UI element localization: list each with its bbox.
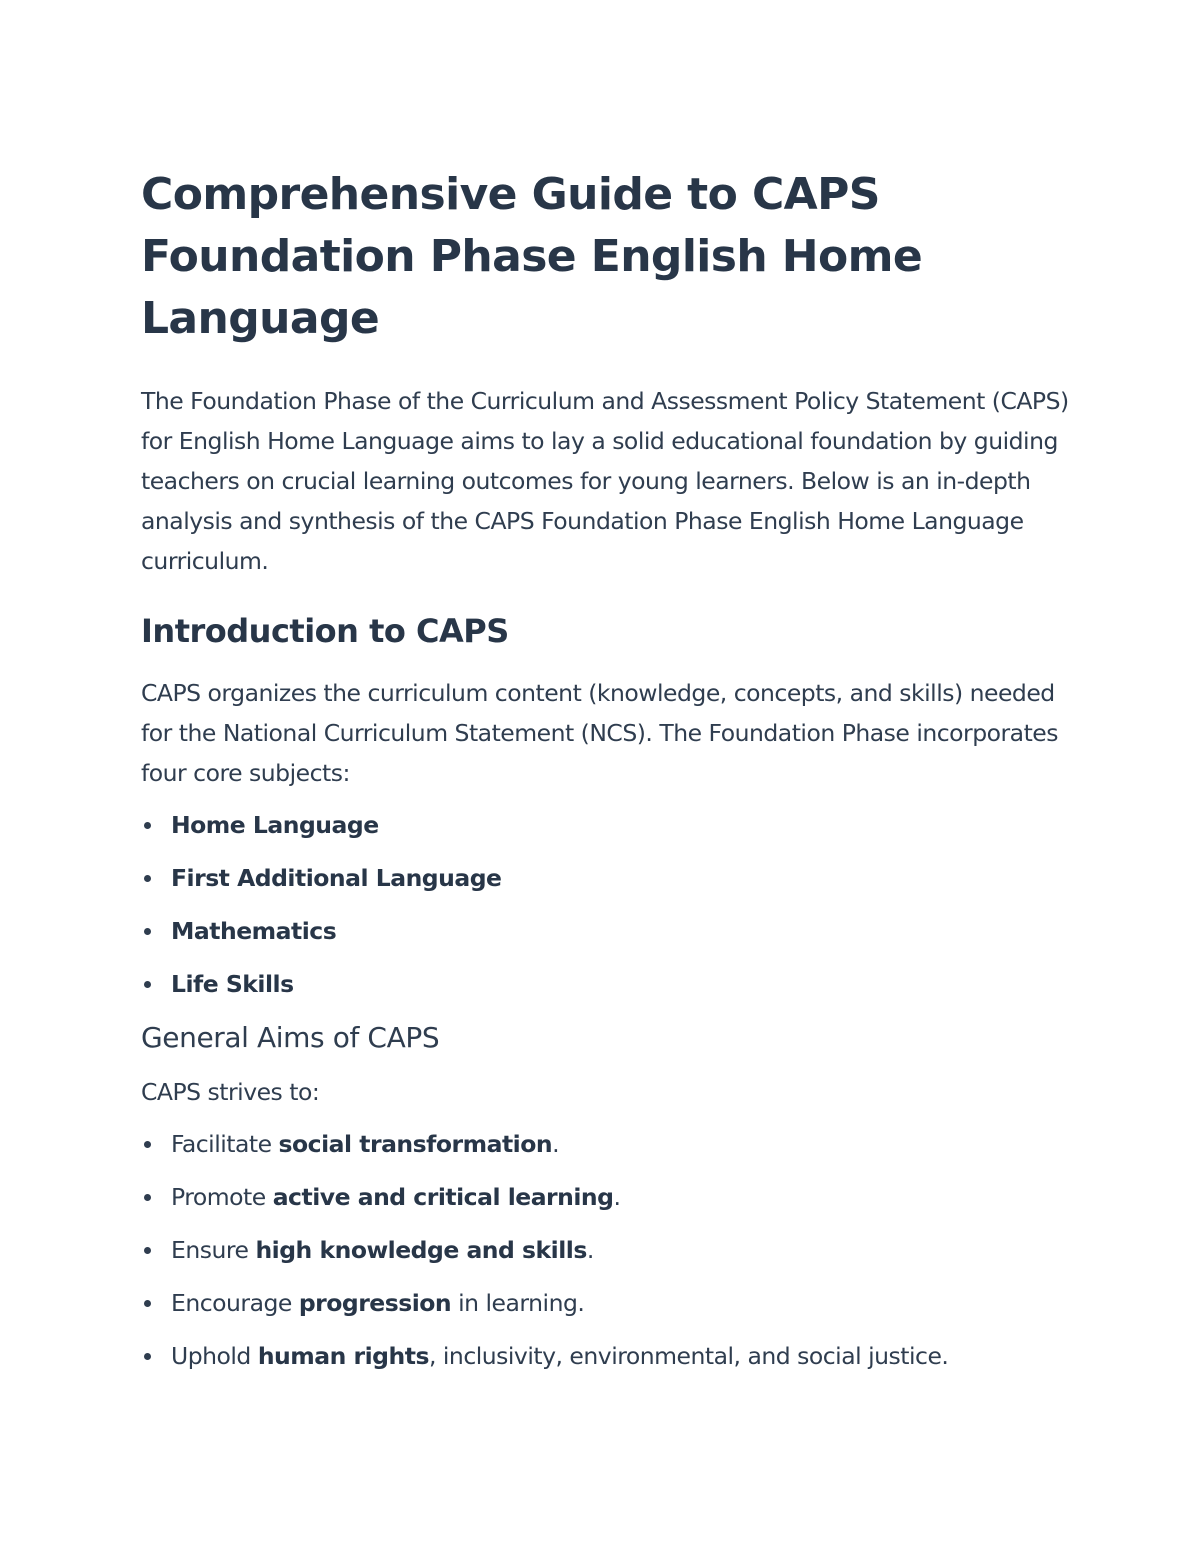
aim-suffix: in learning. [451, 1289, 585, 1317]
subject-label: Home Language [171, 811, 379, 839]
bullet-icon [144, 928, 151, 935]
intro-paragraph: The Foundation Phase of the Curriculum and Assessment Policy Statement (CAPS) for English Home Language aims to lay a solid educational foundation by guiding teachers on crucial learning outcomes for young learners. Below is an in-depth analysis and synthesis of the CAPS Foundation Phase English Home Language curriculum. [141, 387, 1069, 575]
bullet-icon [144, 1141, 151, 1148]
aim-prefix: Uphold [171, 1342, 258, 1370]
aim-prefix: Facilitate [171, 1130, 279, 1158]
aim-prefix: Ensure [171, 1236, 256, 1264]
aim-suffix: . [552, 1130, 560, 1158]
aim-keyword: human rights [257, 1342, 429, 1370]
subject-label: Life Skills [171, 970, 294, 998]
aim-suffix: . [586, 1236, 594, 1264]
aim-suffix: , inclusivity, environmental, and social justice. [428, 1342, 949, 1370]
bullet-icon [144, 822, 151, 829]
page-title: Comprehensive Guide to CAPS Foundation Phase English Home Language [141, 169, 923, 344]
section-heading-general-aims: General Aims of CAPS [141, 1021, 440, 1054]
aims-lead-text: CAPS strives to: [141, 1078, 320, 1106]
bullet-icon [144, 981, 151, 988]
aim-keyword: progression [298, 1289, 452, 1317]
introduction-paragraph: CAPS organizes the curriculum content (knowledge, concepts, and skills) needed for the National Curriculum Statement (NCS). The Foundation Phase incorporates four core subjects: [141, 679, 1058, 787]
list-item [141, 1283, 1071, 1323]
list-item [141, 1230, 1071, 1270]
bullet-icon [144, 1247, 151, 1254]
document-page [141, 164, 1071, 1389]
list-item [141, 1336, 1071, 1376]
aim-keyword: high knowledge and skills [255, 1236, 587, 1264]
subjects-list [141, 805, 1071, 1004]
subject-label: Mathematics [171, 917, 337, 945]
list-item [141, 1177, 1071, 1217]
aim-keyword: social transformation [278, 1130, 553, 1158]
aim-suffix: . [613, 1183, 621, 1211]
bullet-icon [144, 1300, 151, 1307]
list-item [141, 964, 1071, 1004]
aims-list [141, 1124, 1071, 1376]
aim-keyword: active and critical learning [272, 1183, 614, 1211]
bullet-icon [144, 875, 151, 882]
list-item [141, 805, 1071, 845]
bullet-icon [144, 1194, 151, 1201]
aim-prefix: Promote [171, 1183, 273, 1211]
list-item [141, 1124, 1071, 1164]
subject-label: First Additional Language [171, 864, 502, 892]
list-item [141, 911, 1071, 951]
bullet-icon [144, 1353, 151, 1360]
section-heading-introduction: Introduction to CAPS [141, 612, 509, 650]
aim-prefix: Encourage [171, 1289, 299, 1317]
list-item [141, 858, 1071, 898]
